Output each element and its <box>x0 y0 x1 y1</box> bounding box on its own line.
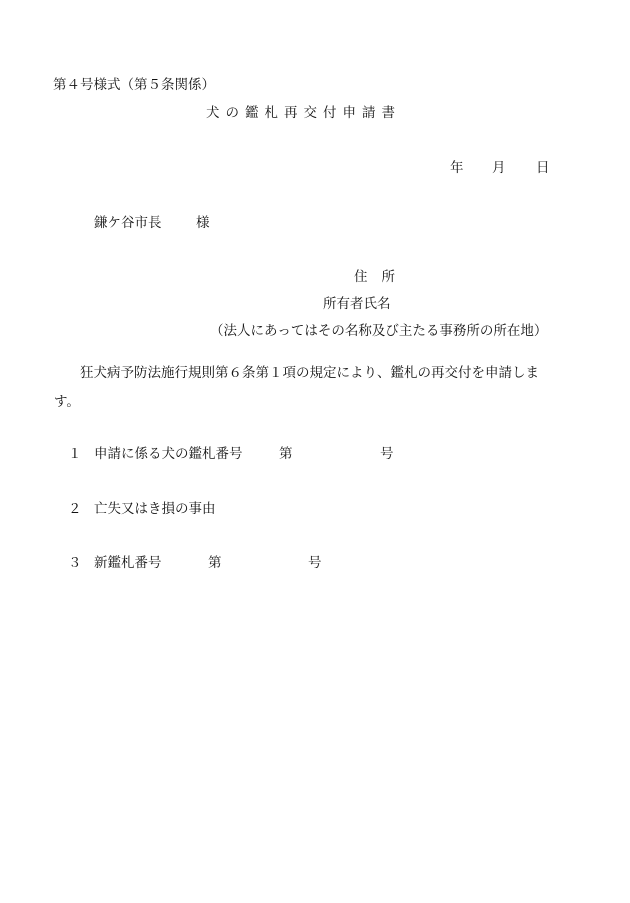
owner-name-label: 所有者氏名 <box>323 296 391 312</box>
tag-number-prefix: 第 <box>279 446 293 462</box>
corporation-note: （法人にあってはその名称及び主たる事務所の所在地） <box>210 323 548 339</box>
date-day-label: 日 <box>536 160 550 176</box>
item-label: 亡失又はき損の事由 <box>94 501 216 517</box>
date-month-label: 月 <box>492 160 506 176</box>
document-title: 犬の鑑札再交付申請書 <box>206 105 401 121</box>
addressee-honorific: 様 <box>196 215 210 231</box>
addressee-name: 鎌ケ谷市長 <box>94 215 162 231</box>
item-number: ２ <box>68 501 82 517</box>
tag-number-prefix: 第 <box>208 555 222 571</box>
item-label: 新鑑札番号 <box>94 555 162 571</box>
item-number: １ <box>68 446 82 462</box>
tag-number-suffix: 号 <box>308 555 322 571</box>
form-number: 第４号様式（第５条関係） <box>53 77 215 93</box>
address-label: 住所 <box>354 269 409 285</box>
body-text-line-1: 狂犬病予防法施行規則第６条第１項の規定により、鑑札の再交付を申請しま <box>80 365 539 381</box>
item-label: 申請に係る犬の鑑札番号 <box>94 446 243 462</box>
body-text-line-2: す。 <box>54 394 80 410</box>
date-year-label: 年 <box>450 160 464 176</box>
tag-number-suffix: 号 <box>380 446 394 462</box>
item-number: ３ <box>68 555 82 571</box>
